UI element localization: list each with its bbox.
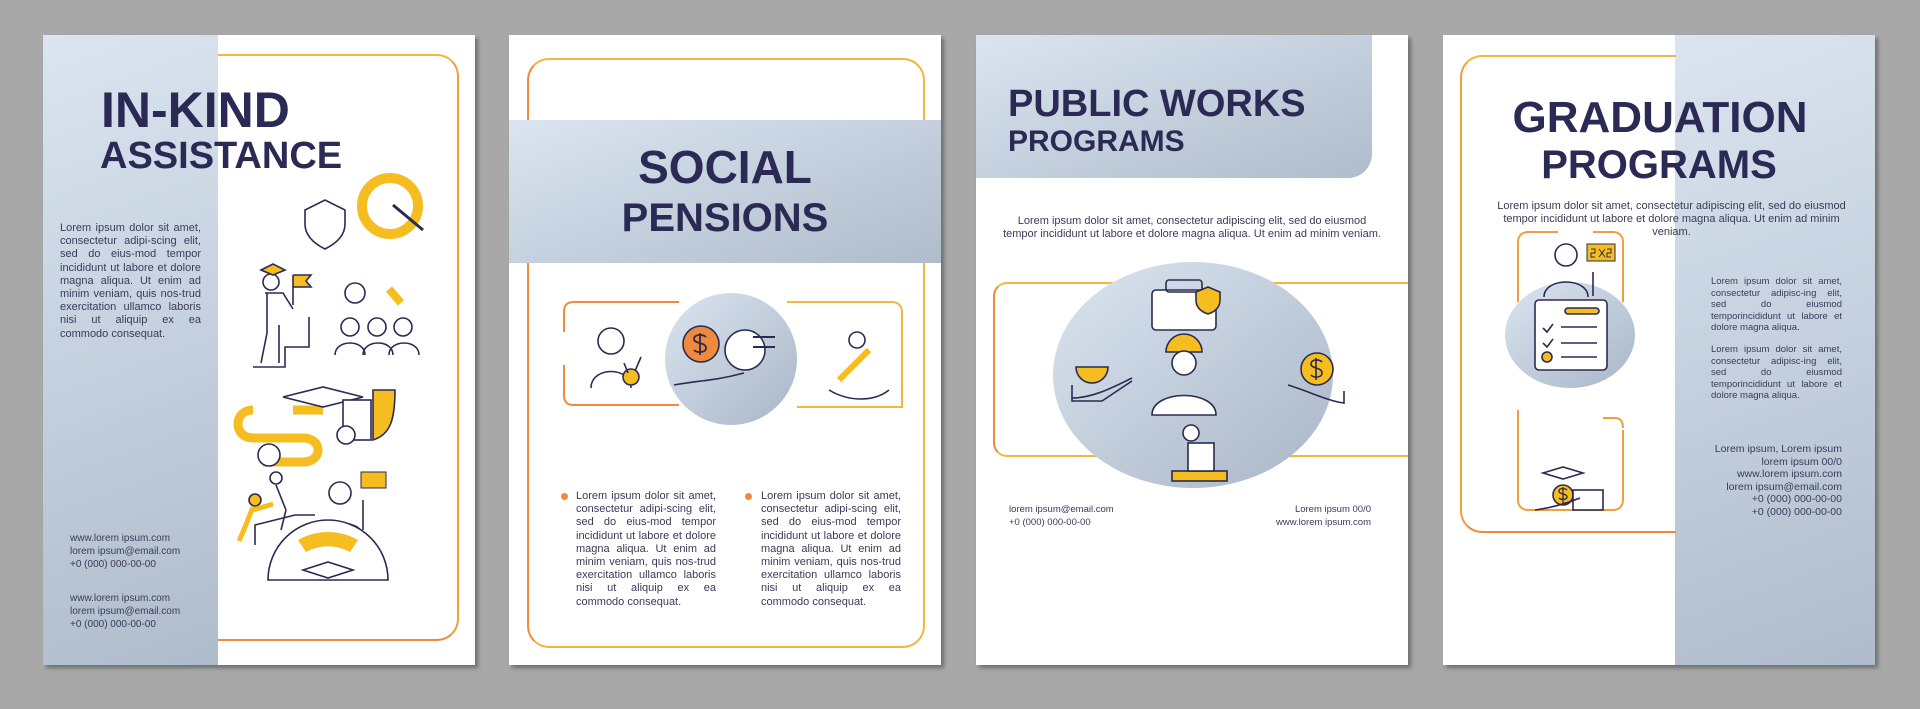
phone: +0 (000) 000-00-00	[1009, 517, 1091, 528]
side-paragraph: Lorem ipsum dolor sit amet, consectetur adipisc-ing elit, sed do eiusmod temporincididunt ut labore et dolore magna aliqua.	[1711, 276, 1842, 333]
email: lorem ipsum@email.com	[1009, 504, 1114, 515]
food-people-icon	[335, 283, 419, 355]
title-line2: PROGRAMS	[1541, 143, 1777, 187]
phone: +0 (000) 000-00-00	[70, 559, 156, 570]
gauge-graduation-icon	[268, 520, 388, 580]
title-line2: PENSIONS	[621, 196, 829, 240]
checklist-icon	[1535, 300, 1607, 370]
body-column-2: Lorem ipsum dolor sit amet, consectetur adipi-scing elit, sed do eius-mod tempor incididunt ut labore et dolore magna aliqua. Ut enim ad minim veniam, quis nos-trud exercitation ullamco laboris nisi ut aliquip ex ea commodo consequat.	[761, 490, 901, 608]
brochure-in-kind-assistance	[43, 35, 475, 665]
footer-line: Lorem ipsum, Lorem ipsum	[1714, 443, 1842, 455]
footer-line: lorem ipsum 00/0	[1761, 455, 1842, 468]
brochure-social-pensions	[509, 35, 941, 665]
title-line2: PROGRAMS	[1008, 125, 1185, 158]
rocking-chair-icon	[829, 332, 889, 399]
website: www.lorem ipsum.com	[70, 593, 171, 604]
footer-contacts	[1715, 443, 1842, 518]
body-text: Lorem ipsum dolor sit amet, consectetur adipiscing elit, sed do eiusmod tempor incididunt ut labore et dolore magna aliqua. Ut enim ad minim veniam.	[1003, 215, 1381, 241]
brochure-graduation-programs	[1443, 35, 1875, 665]
contact-block	[70, 532, 180, 571]
footer-left	[1009, 503, 1114, 529]
side-paragraph: Lorem ipsum dolor sit amet, consectetur adipisc-ing elit, sed do eiusmod temporincididunt ut labore et dolore magna aliqua.	[1711, 344, 1842, 401]
elderly-knitting-icon	[591, 328, 641, 388]
address: Lorem ipsum 00/0	[1294, 504, 1371, 515]
phone: +0 (000) 000-00-00	[1751, 493, 1842, 505]
email: lorem ipsum@email.com	[70, 546, 181, 557]
body-text: Lorem ipsum dolor sit amet, consectetur adipi-scing elit, sed do eius-mod tempor incididunt ut labore et dolore magna aliqua. Ut enim ad minim veniam, quis nos-trud exercitation ullamco laboris nisi ut aliquip ex ea commodo consequat.	[60, 222, 201, 340]
scholarship-money-icon	[1535, 467, 1603, 510]
body-text: Lorem ipsum dolor sit amet, consectetur adipiscing elit, sed do eiusmod tempor incididunt ut labore et dolore magna aliqua. Ut enim ad minim veniam.	[1497, 200, 1846, 239]
food-plate-shield-icon	[305, 178, 423, 249]
contact-block	[70, 592, 180, 631]
website: www.lorem ipsum.com	[1275, 517, 1371, 528]
body-column-1: Lorem ipsum dolor sit amet, consectetur adipi-scing elit, sed do eius-mod tempor incididunt ut labore et dolore magna aliqua. Ut enim ad minim veniam, quis nos-trud exercitation ullamco laboris nisi ut aliquip ex ea commodo consequat.	[576, 490, 716, 608]
phone: +0 (000) 000-00-00	[70, 619, 156, 630]
website: www.lorem ipsum.com	[1736, 468, 1842, 480]
title-line1: SOCIAL	[638, 141, 812, 193]
brochure-public-works-programs	[976, 35, 1408, 665]
email: lorem ipsum@email.com	[70, 606, 181, 617]
graduate-climbing-stairs-icon	[253, 264, 311, 367]
email: lorem ipsum@email.com	[1726, 480, 1842, 493]
title-line2: ASSISTANCE	[100, 135, 343, 177]
phone: +0 (000) 000-00-00	[1751, 505, 1842, 518]
website: www.lorem ipsum.com	[70, 533, 171, 544]
footer-right	[1276, 503, 1371, 529]
title-line1: PUBLIC WORKS	[1008, 83, 1306, 125]
title-line1: IN-KIND	[101, 82, 290, 138]
title-line1: GRADUATION	[1512, 93, 1808, 142]
